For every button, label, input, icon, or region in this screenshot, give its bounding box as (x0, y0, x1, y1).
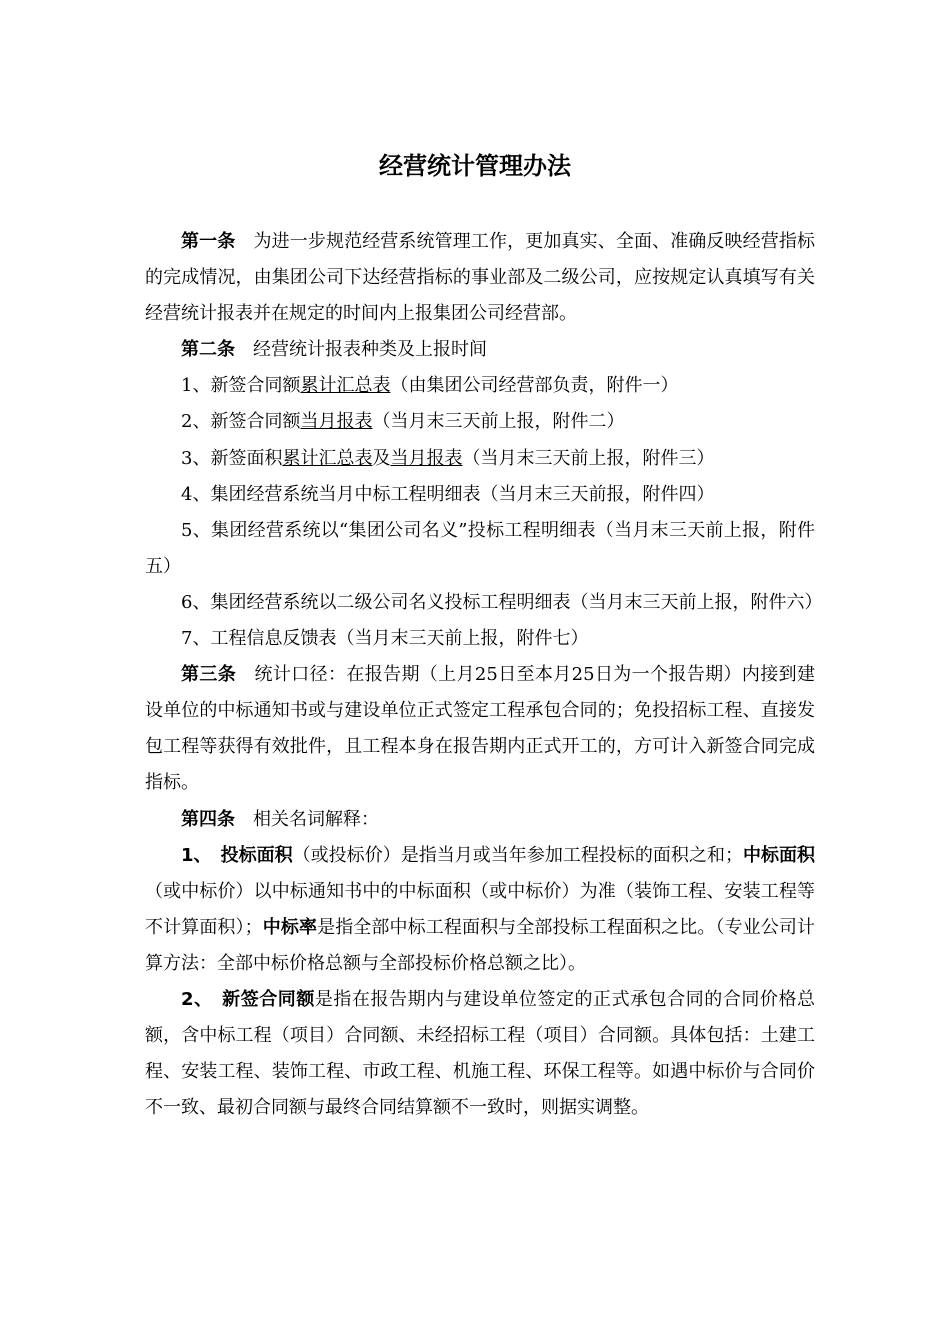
report-item-2 (145, 404, 815, 440)
article-2-label: 第二条 (181, 339, 235, 361)
report-item-6: 6、集团经营系统以二级公司名义投标工程明细表（当月末三天前上报，附件六） (181, 591, 823, 613)
definition-1-text-1: （或投标价）是指当月或当年参加工程投标的面积之和； (292, 844, 743, 866)
definition-2 (145, 982, 815, 1126)
document-title: 经营统计管理办法 (379, 152, 571, 180)
article-1-label: 第一条 (181, 231, 236, 252)
report-item-1-underlined: 累计汇总表 (300, 375, 391, 397)
report-item-3-middle: 及 (372, 447, 391, 469)
report-item-2-prefix: 2、新签合同额 (181, 411, 301, 433)
report-item-5: 5、集团经营系统以“集团公司名义”投标工程明细表（当月末三天前上报，附件五） (145, 519, 815, 577)
article-3-label: 第三条 (181, 664, 237, 686)
definition-1-text-3: 是指全部中标工程面积与全部投标工程面积之比。（专业公司计算方法：全部中标价格总额与全部投标价格总额之比）。 (145, 916, 816, 974)
article-3-text: 统计口径：在报告期（上月25日至本月25日为一个报告期）内接到建设单位的中标通知书或与建设单位正式签定工程承包合同的；免投招标工程、直接发包工程等获得有效批件，且工程本身在报告期内正式开工的，方可计入新签合同完成指标。 (145, 664, 816, 794)
article-3 (145, 657, 815, 801)
article-1 (145, 224, 815, 332)
definition-1-term-bidding-area: 投标面积 (220, 844, 293, 866)
report-item-4: 4、集团经营系统当月中标工程明细表（当月末三天前报，附件四） (181, 483, 715, 505)
document-body (145, 224, 823, 1126)
report-item-7: 7、工程信息反馈表（当月末三天前上报，附件七） (181, 628, 589, 650)
article-2-text: 经营统计报表种类及上报时间 (253, 339, 487, 361)
definition-1-term-winning-area: 中标面积 (742, 844, 816, 866)
report-item-1-suffix: （由集团公司经营部负责，附件一） (390, 375, 679, 397)
report-item-3-prefix: 3、新签面积 (181, 447, 283, 469)
article-2 (145, 332, 815, 368)
definition-1-number: 1、 (181, 844, 203, 866)
definition-1 (145, 838, 815, 982)
report-item-3-underlined-1: 累计汇总表 (282, 447, 373, 469)
definition-2-number: 2、 (181, 988, 204, 1010)
article-4 (145, 802, 815, 838)
report-item-2-underlined: 当月报表 (300, 411, 373, 433)
report-item-3 (145, 441, 815, 477)
definition-2-text: 是指在报告期内与建设单位签定的正式承包合同的合同价格总额，含中标工程（项目）合同额、未经招标工程（项目）合同额。具体包括：土建工程、安装工程、装饰工程、市政工程、机施工程、环保工程等。如遇中标价与合同价不一致、最初合同额与最终合同结算额不一致时，则据实调整。 (145, 988, 816, 1119)
definition-1-text-2: （或中标价）以中标通知书中的中标面积（或中标价）为准（装饰工程、安装工程等不计算面积）； (145, 880, 815, 938)
report-item-1-prefix: 1、新签合同额 (181, 375, 301, 397)
definition-2-term-new-contract-amount: 新签合同额 (222, 988, 315, 1010)
report-item-1 (145, 368, 815, 404)
report-item-2-suffix: （当月末三天前上报，附件二） (372, 411, 625, 433)
article-1-text: 为进一步规范经营系统管理工作，更加真实、全面、准确反映经营指标的完成情况，由集团公司下达经营指标的事业部及二级公司，应按规定认真填写有关经营统计报表并在规定的时间内上报集团公司经营部。 (145, 231, 816, 325)
article-4-text: 相关名词解释： (253, 808, 379, 830)
report-item-3-suffix: （当月末三天前上报，附件三） (462, 447, 715, 469)
report-item-3-underlined-2: 当月报表 (390, 447, 463, 469)
definition-1-term-winning-rate: 中标率 (262, 916, 318, 938)
article-4-label: 第四条 (181, 808, 235, 830)
